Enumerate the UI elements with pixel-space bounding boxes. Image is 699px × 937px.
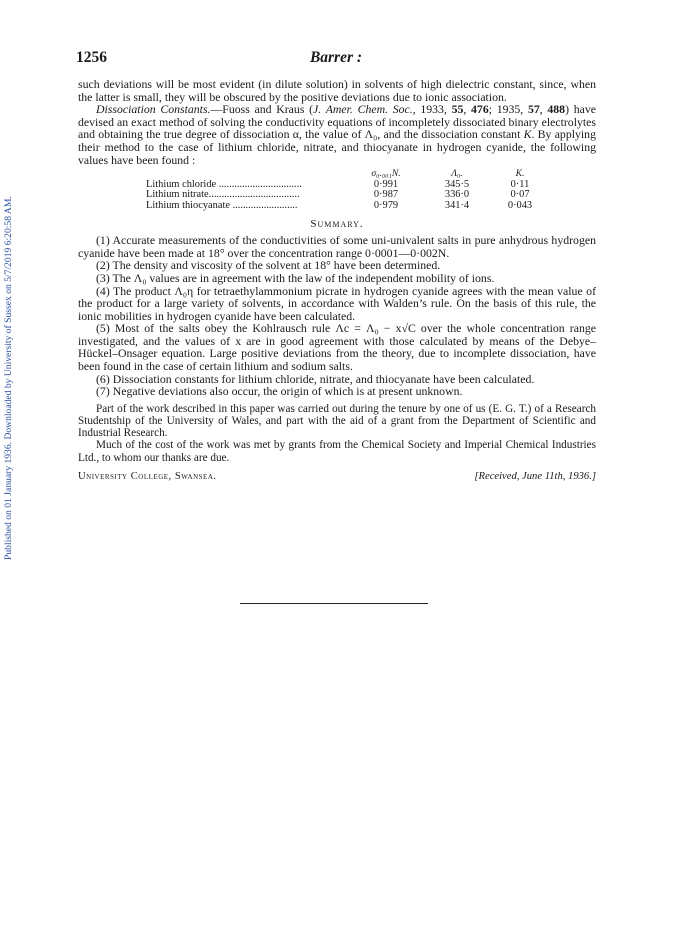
text-run: , 1933, xyxy=(412,102,452,117)
summary-item-5: (5) Most of the salts obey the Kohlrausch rule Λc = Λ₀ − x√C over the whole concentration range investigated, and the values of x are in good agreement with those calculated by means of the Debye–Hückel–Onsager equation. Large positive deviations from the theory, due to incomplete dissociation, have been found in the case of certain lithium and sodium salts. xyxy=(78,321,596,374)
summary-item-3: (3) The Λ₀ values are in agreement with the law of the independent mobility of ions. xyxy=(96,270,495,285)
affiliation: University College, Swansea. xyxy=(78,470,217,482)
salt-name: Lithium chloride ................................ xyxy=(146,178,302,190)
page-header xyxy=(76,49,596,69)
k-value: 0·07 xyxy=(510,189,530,201)
table-row xyxy=(146,201,550,212)
page-1: 476 xyxy=(471,102,489,117)
summary-heading: Summary. xyxy=(310,217,364,230)
text-run: , xyxy=(539,102,548,117)
text-run: , xyxy=(463,102,472,117)
sigma-value: 0·979 xyxy=(373,199,399,211)
lambda-value: 341·4 xyxy=(444,199,470,211)
body-text xyxy=(78,78,596,485)
sigma-value: 0·991 xyxy=(373,178,399,190)
summary-item-6: (6) Dissociation constants for lithium chloride, nitrate, and thiocyanate have been calculated. xyxy=(96,371,535,386)
values-table xyxy=(146,169,550,211)
text-run: . By applying their method to the case of lithium chloride, nitrate, and thiocyanate in hydrogen cyanide, the following values have been found : xyxy=(78,127,596,167)
text-run: —Fuoss and Kraus ( xyxy=(210,102,314,117)
summary-item-4: (4) The product Λ₀η for tetraethylammonium picrate in hydrogen cyanide agrees with the mean value of the product for a large variety of solvents, in accordance with Walden’s rule. On the basis of this rule, the ionic mobilities in hydrogen cyanide have been calculated. xyxy=(78,283,596,323)
page-number: 1256 xyxy=(76,49,107,66)
lambda-value: 336·0 xyxy=(444,189,470,201)
lambda-value: 345·5 xyxy=(444,178,470,190)
publication-stamp: Published on 01 January 1936. Downloaded by University of Sussex on 5/7/2019 6:20:58 AM. xyxy=(3,196,14,560)
sigma-value: 0·987 xyxy=(373,189,399,201)
received-date: [Received, June 11th, 1936.] xyxy=(474,470,596,482)
table-header-sigma: σ₀.₀₀₁N. xyxy=(371,168,401,180)
table-header-k: K. xyxy=(515,168,525,180)
page-2: 488 xyxy=(547,102,566,117)
summary-item-1: (1) Accurate measurements of the conductivities of some uni-univalent salts in pure anhydrous hydrogen cyanide have been made at 18° over the concentration range 0·0001—0·002N. xyxy=(78,233,596,260)
table-header-lambda: Λ₀. xyxy=(451,168,463,180)
end-rule xyxy=(240,603,428,604)
journal-name: J. Amer. Chem. Soc. xyxy=(313,102,413,117)
section-heading-dissociation: Dissociation Constants. xyxy=(96,102,211,117)
salt-name: Lithium nitrate................................... xyxy=(146,189,300,201)
summary-item-2: (2) The density and viscosity of the solvent at 18° have been determined. xyxy=(96,258,441,273)
salt-name: Lithium thiocyanate ......................... xyxy=(146,199,298,211)
paragraph-dissociation xyxy=(78,103,596,166)
running-head: Barrer : xyxy=(309,49,363,66)
volume-2: 57 xyxy=(527,102,540,117)
volume-1: 55 xyxy=(451,102,464,117)
paragraph-intro: such deviations will be most evident (in dilute solution) in solvents of high dielectric constant, since, when the latter is small, they will be obscured by the positive deviations due to ionic association. xyxy=(78,77,596,104)
summary-item-7: (7) Negative deviations also occur, the origin of which is at present unknown. xyxy=(96,384,463,399)
k-value: 0·11 xyxy=(510,178,530,190)
k-value: 0·043 xyxy=(507,199,533,211)
acknowledgement-2: Much of the cost of the work was met by grants from the Chemical Society and Imperial Chemical Industries Ltd., to whom our thanks are due. xyxy=(78,439,596,464)
text-run: ) have devised an exact method of solving the conductivity equations of incompletely dissociated binary electrolytes and obtaining the true degree of dissociation α, the value of Λ₀, and the dissociation constant xyxy=(78,102,596,142)
acknowledgement-1: Part of the work described in this paper was carried out during the tenure by one of us (E. G. T.) of a Research Studentship of the University of Wales, and part with the aid of a grant from the Department of Scientific and Industrial Research. xyxy=(78,402,596,440)
footer xyxy=(78,471,596,485)
text-run: ; 1935, xyxy=(488,102,528,117)
symbol-k: K xyxy=(523,127,532,142)
